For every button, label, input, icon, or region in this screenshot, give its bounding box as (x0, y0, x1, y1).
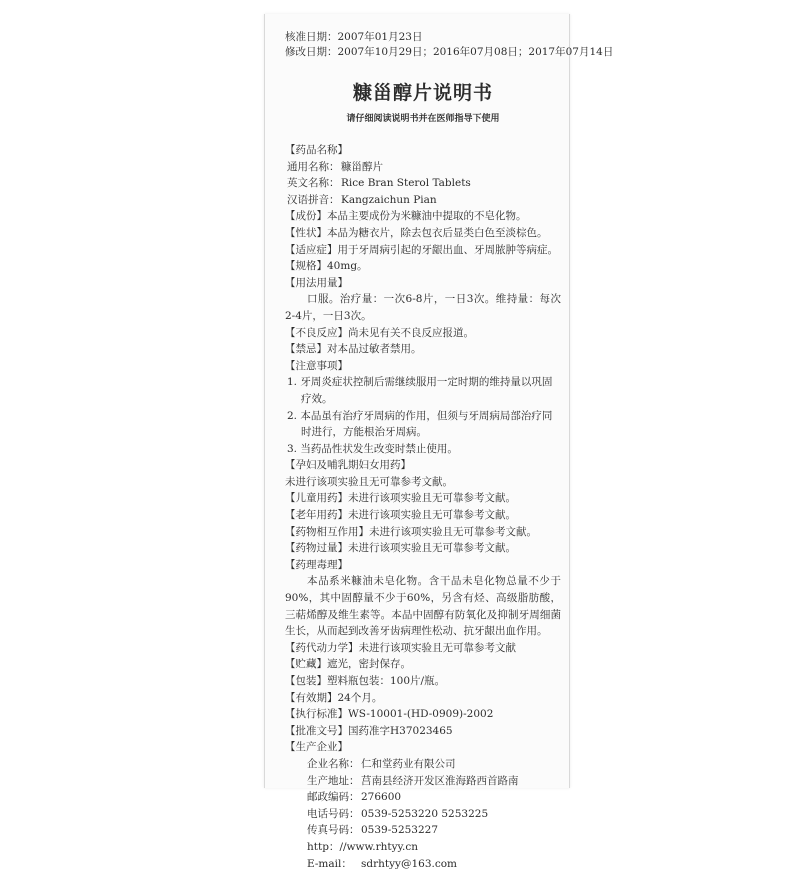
manufacturer-row (285, 856, 561, 872)
manufacturer-label: http： (307, 840, 340, 853)
usage-text: 口服。治疗量：一次6-8片，一日3次。维持量：每次2-4片，一日3次。 (285, 293, 561, 322)
note-item: 1. 牙周炎症状控制后需继续服用一定时期的维持量以巩固疗效。 (287, 376, 553, 405)
revision-date-label: 修改日期： (285, 46, 338, 58)
manufacturer-value: 0539-5253227 (361, 824, 439, 837)
manufacturer-value: 莒南县经济开发区淮海路西首路南 (361, 774, 519, 787)
section-contraindication: 【禁忌】对本品过敏者禁用。 (285, 343, 422, 356)
manufacturer-value: 276600 (361, 791, 402, 804)
section-storage: 【贮藏】遮光，密封保存。 (285, 658, 411, 671)
date-block (285, 30, 614, 60)
manufacturer-label: 电话号码： (307, 807, 360, 820)
section-drug-name: 【药品名称】 (285, 144, 348, 156)
manufacturer-label: 企业名称： (307, 757, 360, 770)
manufacturer-row (285, 789, 561, 806)
approval-date-row (285, 30, 561, 45)
pinyin-value: Kangzaichun Pian (341, 193, 437, 206)
section-pharmacology: 【药理毒理】 (285, 558, 348, 571)
generic-name-label: 通用名称： (287, 160, 340, 173)
pinyin-label: 汉语拼音： (287, 193, 340, 206)
manufacturer-label: E-mail： (307, 857, 352, 870)
section-spec: 【规格】40mg。 (285, 260, 368, 273)
section-usage: 【用法用量】 (285, 276, 348, 289)
manufacturer-row (285, 822, 561, 839)
section-overdose: 【药物过量】未进行该项实验且无可靠参考文献。 (285, 542, 516, 555)
approval-date-value: 2007年01月23日 (337, 31, 423, 43)
section-adverse: 【不良反应】尚未见有关不良反应报道。 (285, 326, 474, 339)
section-notes: 【注意事项】 (285, 359, 348, 372)
website-value: //www.rhtyy.cn (339, 840, 419, 853)
generic-name-value: 糠甾醇片 (341, 160, 383, 173)
section-composition: 【成份】本品主要成份为米糠油中提取的不皂化物。 (285, 210, 527, 223)
approval-date-label: 核准日期： (285, 31, 338, 43)
section-children: 【儿童用药】未进行该项实验且无可靠参考文献。 (285, 492, 516, 505)
section-pregnancy: 【孕妇及哺乳期妇女用药】 (285, 459, 411, 472)
section-appearance: 【性状】本品为糖衣片，除去包衣后显类白色至淡棕色。 (285, 226, 548, 239)
section-elderly: 【老年用药】未进行该项实验且无可靠参考文献。 (285, 509, 516, 522)
email-value: sdrhtyy@163.com (361, 857, 458, 870)
pinyin-row (285, 192, 561, 209)
document-title: 糠甾醇片说明书 (352, 82, 493, 104)
revision-date-row (285, 45, 614, 60)
section-standard: 【执行标准】WS-10001-(HD-0909)-2002 (285, 708, 494, 721)
manufacturer-row (285, 756, 561, 773)
section-indication: 【适应症】用于牙周病引起的牙龈出血、牙周脓肿等病症。 (285, 243, 558, 256)
revision-date-values: 2007年10月29日；2016年07月08日；2017年07月14日 (337, 46, 614, 58)
section-pharmacokinetics: 【药代动力学】未进行该项实验且无可靠参考文献 (285, 641, 516, 654)
english-name-label: 英文名称： (287, 177, 340, 190)
manufacturer-value: 0539-5253220 5253225 (361, 807, 489, 820)
manufacturer-row (285, 806, 561, 823)
section-interaction: 【药物相互作用】未进行该项实验且无可靠参考文献。 (285, 525, 537, 538)
manufacturer-value: 仁和堂药业有限公司 (361, 757, 456, 770)
english-name-row (285, 175, 561, 192)
note-item: 2. 本品虽有治疗牙周病的作用，但须与牙周病局部治疗同时进行，方能根治牙周病。 (287, 409, 553, 439)
section-package: 【包装】塑料瓶包装：100片/瓶。 (285, 675, 446, 687)
manufacturer-label: 生产地址： (307, 774, 360, 787)
leaflet-body (285, 142, 561, 872)
pharmacology-text: 本品系米糠油未皂化物。含干品未皂化物总量不少于90%，其中固醇量不少于60%，另含有烃、高级脂肪酸，三萜烯醇及维生素等。本品中固醇有防氧化及抑制牙周细菌生长，从而起到改善牙齿病理性松动、抗牙龈出血作用。 (285, 575, 561, 638)
generic-name-row (285, 159, 561, 176)
pregnancy-text: 未进行该项实验且无可靠参考文献。 (285, 475, 453, 488)
manufacturer-row (285, 839, 561, 856)
drug-leaflet (264, 14, 614, 870)
manufacturer-label: 邮政编码： (307, 791, 360, 804)
section-approval-number: 【批准文号】国药准字H37023465 (285, 724, 453, 737)
document-subtitle: 请仔细阅读说明书并在医师指导下使用 (346, 114, 500, 124)
section-manufacturer: 【生产企业】 (285, 741, 348, 754)
english-name-value: Rice Bran Sterol Tablets (341, 177, 471, 190)
manufacturer-row (285, 773, 561, 790)
manufacturer-label: 传真号码： (307, 824, 360, 837)
section-validity: 【有效期】24个月。 (285, 691, 383, 704)
note-item: 3. 当药品性状发生改变时禁止使用。 (287, 442, 458, 455)
